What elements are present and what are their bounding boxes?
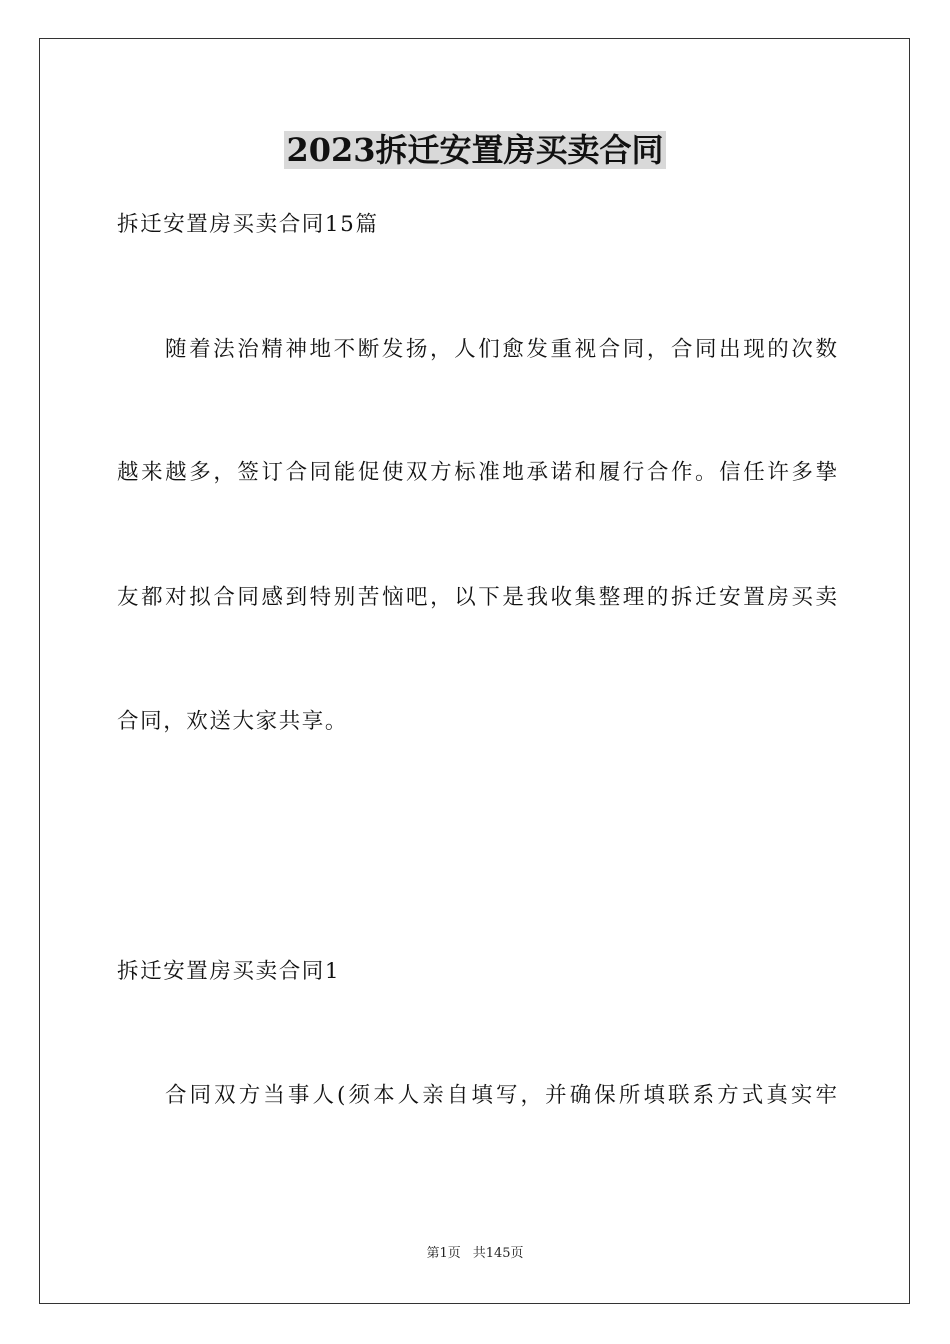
page-total: 共145页	[472, 1246, 524, 1261]
document-subtitle: 拆迁安置房买卖合同15篇	[117, 212, 379, 237]
paragraph-line: 友都对拟合同感到特别苦恼吧，以下是我收集整理的拆迁安置房买卖	[117, 585, 837, 610]
document-title-text: 2023拆迁安置房买卖合同	[286, 131, 664, 169]
paragraph-line: 随着法治精神地不断发扬，人们愈发重视合同，合同出现的次数	[165, 337, 837, 362]
paragraph-line: 越来越多，签订合同能促使双方标准地承诺和履行合作。信任许多挚	[117, 460, 837, 485]
document-title	[0, 128, 950, 172]
paragraph-line: 合同，欢送大家共享。	[117, 709, 349, 734]
page-footer	[0, 1245, 950, 1263]
section-heading: 拆迁安置房买卖合同1	[117, 959, 341, 984]
page-number: 第1页	[426, 1246, 461, 1261]
paragraph-line: 合同双方当事人(须本人亲自填写，并确保所填联系方式真实牢	[165, 1083, 837, 1108]
